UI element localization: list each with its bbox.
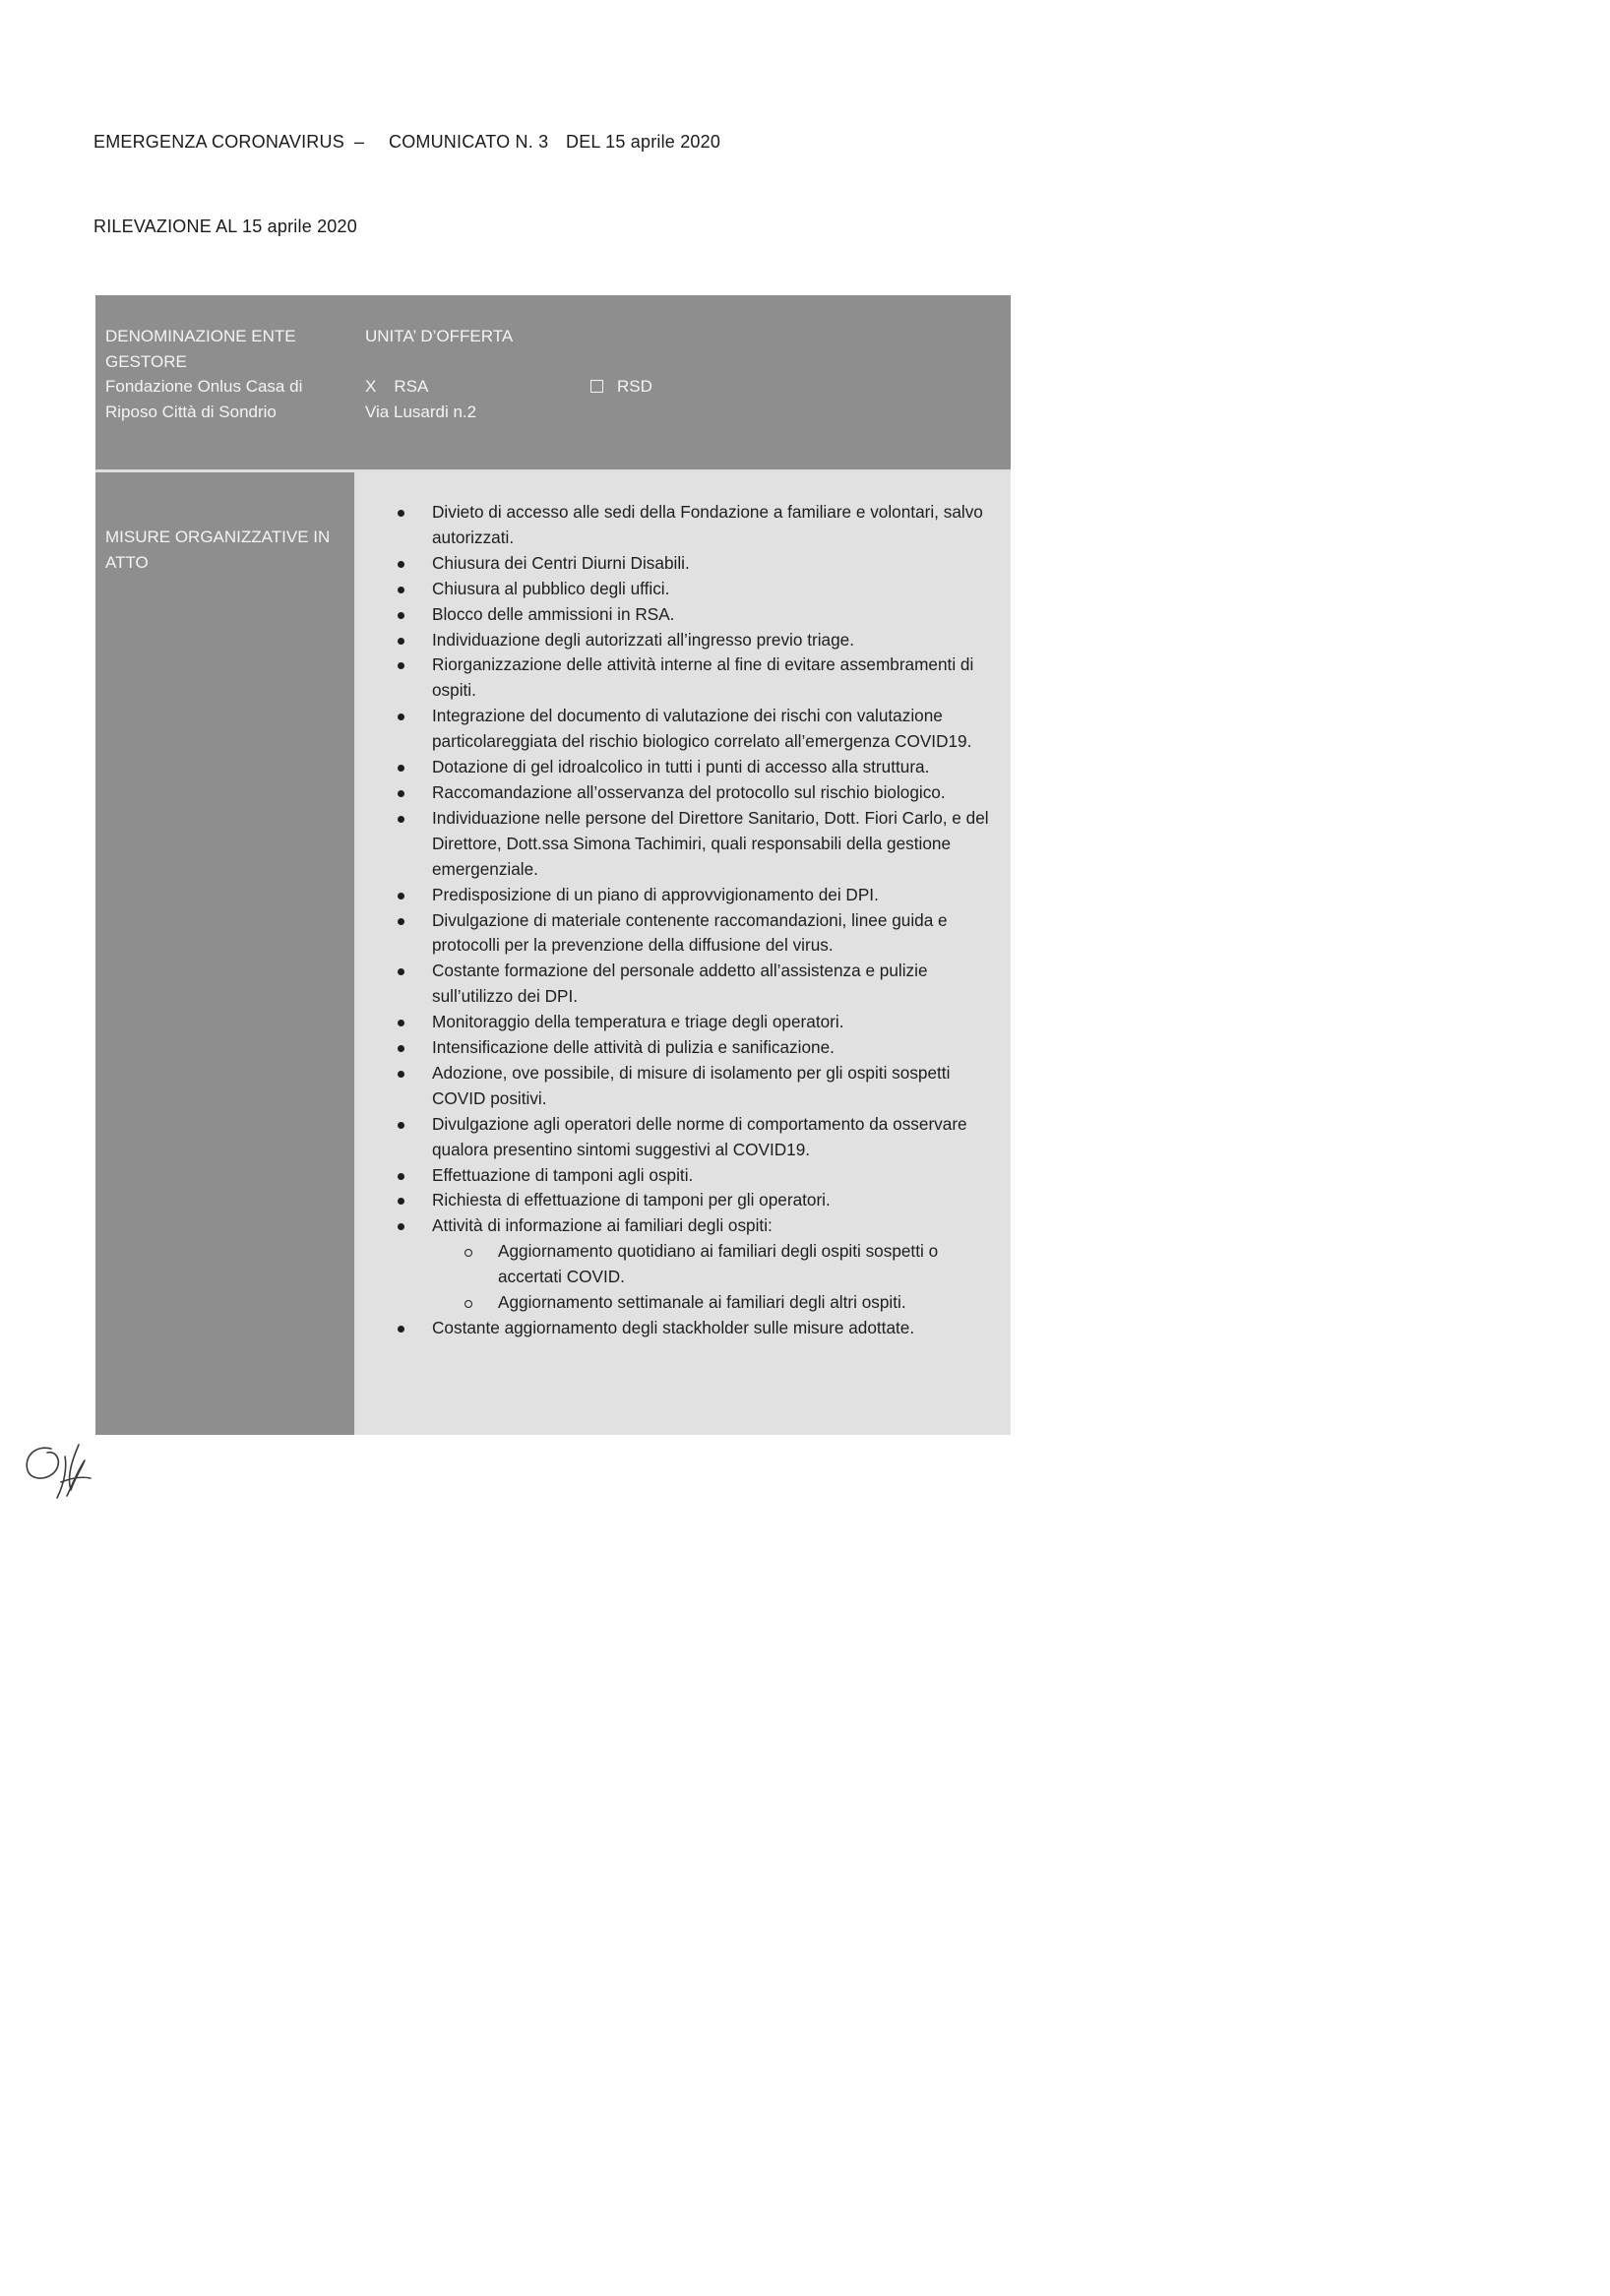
rsa-check-mark: X [365,377,377,396]
list-item: Individuazione degli autorizzati all’ingresso previo triage. [356,628,1006,653]
ente-cell [105,324,341,424]
empty-checkbox-icon [590,380,603,393]
measures-table [95,295,1011,1435]
spacer [365,349,601,375]
list-item: Individuazione nelle persone del Direttore Sanitario, Dott. Fiori Carlo, e del Direttore, Dott.ssa Simona Tachimiri, quali responsabili della gestione emergenziale. [356,806,1006,883]
rsa-option [365,374,601,400]
measures-list [356,500,1006,1341]
list-item: Intensificazione delle attività di pulizia e sanificazione. [356,1035,1006,1061]
communique-title [93,132,721,153]
table-header-row [95,295,1011,469]
ente-label-line2: GESTORE [105,351,187,371]
list-item: Effettuazione di tamponi agli ospiti. [356,1163,1006,1189]
list-item-with-sublist [356,1213,1006,1316]
rsd-label: RSD [617,377,652,396]
title-emergency: EMERGENZA CORONAVIRUS [93,132,344,152]
rsd-option [590,374,787,400]
list-item: Costante aggiornamento degli stackholder sulle misure adottate. [356,1316,1006,1341]
rsa-label: RSA [394,377,429,396]
list-item: Richiesta di effettuazione di tamponi per gli operatori. [356,1188,1006,1213]
list-item: Raccomandazione all’osservanza del protocollo sul rischio biologico. [356,780,1006,806]
list-item: Chiusura dei Centri Diurni Disabili. [356,551,1006,577]
unita-cell [365,324,601,424]
list-item: Riorganizzazione delle attività interne al fine di evitare assembramenti di ospiti. [356,652,1006,704]
ente-name-line1: Fondazione Onlus Casa di [105,377,303,396]
sub-measures-list [432,1239,1006,1316]
list-item: Costante formazione del personale addetto all’assistenza e pulizie sull’utilizzo dei DPI. [356,959,1006,1010]
sub-list-item: Aggiornamento quotidiano ai familiari degli ospiti sospetti o accertati COVID. [432,1239,1006,1290]
list-item-text: Attività di informazione ai familiari degli ospiti: [432,1215,773,1236]
misure-label: MISURE ORGANIZZATIVE IN ATTO [105,527,331,572]
list-item: Monitoraggio della temperatura e triage degli operatori. [356,1010,1006,1035]
list-item: Adozione, ove possibile, di misure di isolamento per gli ospiti sospetti COVID positivi. [356,1061,1006,1112]
list-item: Dotazione di gel idroalcolico in tutti i punti di accesso alla struttura. [356,755,1006,780]
list-item: Divieto di accesso alle sedi della Fondazione a familiare e volontari, salvo autorizzati. [356,500,1006,551]
measures-cell [356,472,1011,1435]
list-item: Chiusura al pubblico degli uffici. [356,577,1006,602]
title-date: DEL 15 aprile 2020 [566,132,721,152]
handwritten-signature-icon [22,1439,100,1510]
misure-label-cell [95,472,354,1435]
list-item: Blocco delle ammissioni in RSA. [356,602,1006,628]
list-item: Predisposizione di un piano di approvvigionamento dei DPI. [356,883,1006,908]
title-communique-number: COMUNICATO N. 3 [389,132,549,152]
list-item: Divulgazione agli operatori delle norme di comportamento da osservare qualora presentino sintomi suggestivi al COVID19. [356,1112,1006,1163]
rsa-address: Via Lusardi n.2 [365,402,477,421]
survey-date-line: RILEVAZIONE AL 15 aprile 2020 [93,217,357,236]
list-item: Divulgazione di materiale contenente raccomandazioni, linee guida e protocolli per la prevenzione della diffusione del virus. [356,908,1006,960]
list-item: Integrazione del documento di valutazione dei rischi con valutazione particolareggiata del rischio biologico correlato all’emergenza COVID19. [356,704,1006,755]
ente-name-line2: Riposo Città di Sondrio [105,402,277,421]
unita-label: UNITA’ D’OFFERTA [365,327,514,345]
sub-list-item: Aggiornamento settimanale ai familiari degli altri ospiti. [432,1290,1006,1316]
ente-label-line1: DENOMINAZIONE ENTE [105,327,296,345]
title-dash: – [354,132,365,152]
